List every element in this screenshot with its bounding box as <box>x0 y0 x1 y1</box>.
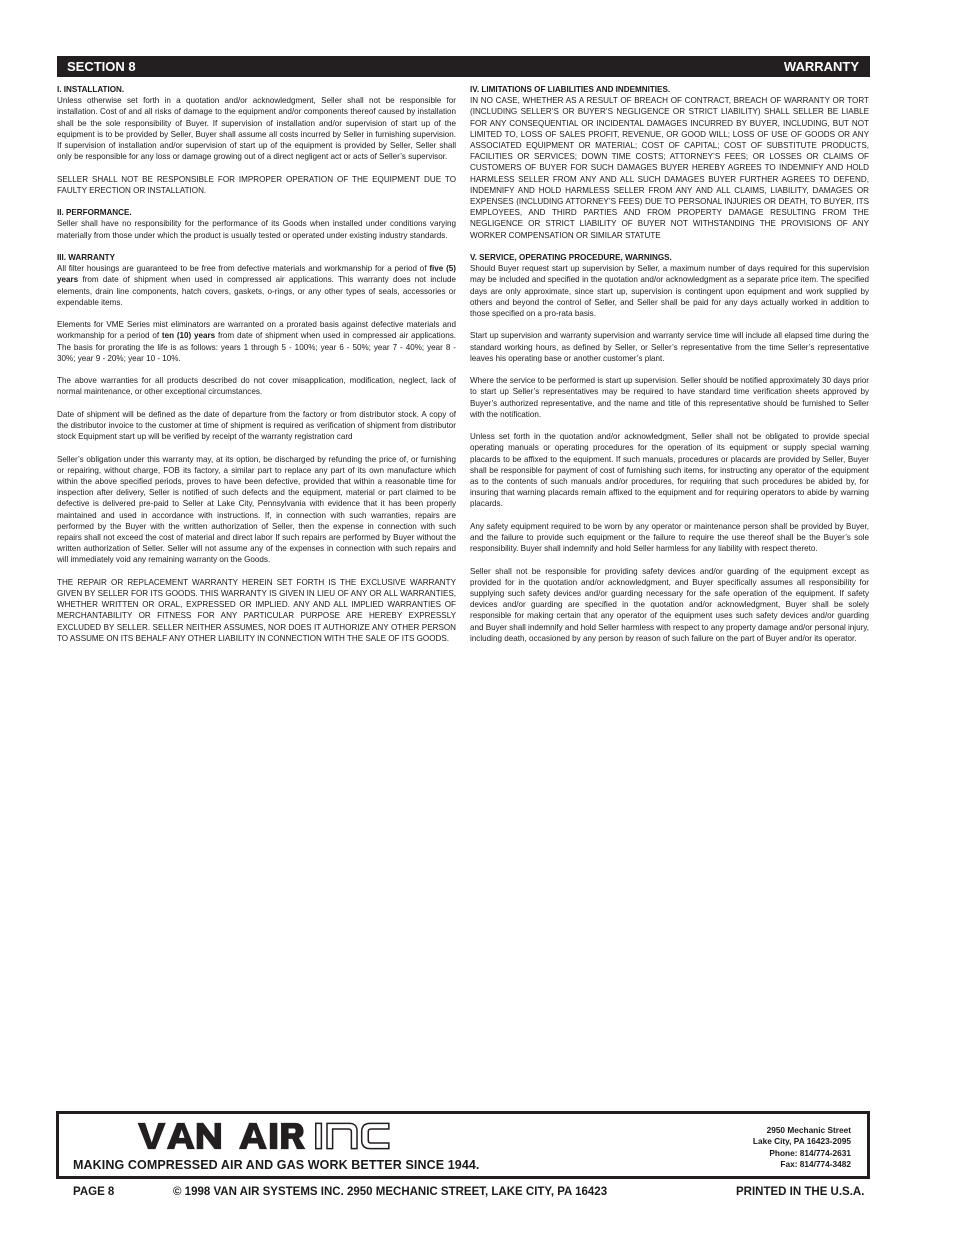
section-heading: V. SERVICE, OPERATING PROCEDURE, WARNINGS. <box>470 253 672 263</box>
section-service <box>470 252 869 644</box>
paragraph: Any safety equipment required to be worn by any operator or maintenance person shall be provided by Buyer, and the failure to provide such equipment or the failure to require the use thereof shall be the Buyer’s sole responsibility. Buyer shall indemnify and hold Seller harmless for any liability with respect thereto. <box>470 521 869 554</box>
paragraph: Unless set forth in the quotation and/or acknowledgment, Seller shall not be obligated to provide special operating manuals or operating procedures for the operation of its equipment or supply special warning placards to be affixed to the equipment. If such manuals, procedures or placards are provided by Seller, Buyer shall be responsible for payment of cost of furnishing such items, for instructing any operator of the equipment as to the contents of such manuals and/or procedures, for requiring that such procedures be abided by, for insuring that warning placards remain affixed to the equipment and for requiring operators to abide by warning placards. <box>470 432 869 509</box>
section-heading: II. PERFORMANCE. <box>57 208 132 218</box>
section-header-bar <box>57 56 870 77</box>
paragraph: Seller shall have no responsibility for the performance of its Goods when installed under conditions varying materially from those under which the product is usually tested or operated under existing industry standards. <box>57 219 456 240</box>
emphasis-period: ten (10) years <box>161 331 216 341</box>
page-number: PAGE 8 <box>73 1186 115 1198</box>
paragraph: Unless otherwise set forth in a quotation and/or acknowledgment, Seller shall not be responsible for installation. Cost of and all risks of damage to the equipment and/or components thereof caused by installation shall be the sole responsibility of Buyer. If supervision of installation and/or supervision of start up of the equipment is to be provided by Seller, Buyer shall assume all costs incurred by Seller in furnishing supervision. If supervision of installation and/or supervision of start up of the equipment is provided by Seller, Seller shall only be responsible for any loss or damage growing out of a direct negligent act or acts of Seller’s supervisor. <box>57 96 456 162</box>
section-label: SECTION 8 <box>67 59 136 74</box>
paragraph: SELLER SHALL NOT BE RESPONSIBLE FOR IMPROPER OPERATION OF THE EQUIPMENT DUE TO FAULTY ERECTION OR INSTALLATION. <box>57 174 456 195</box>
section-title: WARRANTY <box>783 59 859 74</box>
section-heading: III. WARRANTY <box>57 253 116 262</box>
paragraph: Elements for VME Series mist eliminators are warranted on a prorated basis against defective materials and workmanship for a period of ten (10) years from date of shipment when used in compressed air applications. The basis for prorating the life is as follows: years 1 through 5 - 100%; year 6 - 50%; year 7 - 40%; year 8 - 30%; year 9 - 20%; year 10 - 10%. <box>57 320 457 363</box>
address-city: Lake City, PA 16423-2095 <box>752 1136 851 1147</box>
paragraph: All filter housings are guaranteed to be free from defective materials and workmanship for a period of five (5) years from date of shipment when used in compressed air applications. This warranty does not include elements, drain line components, hatch covers, gaskets, o-rings, or any other types of seals, accessories or expendable items. <box>57 264 456 307</box>
printed-notice: PRINTED IN THE U.S.A. <box>736 1186 865 1198</box>
section-performance <box>57 207 456 241</box>
footer-box <box>56 1111 870 1179</box>
company-tagline: MAKING COMPRESSED AIR AND GAS WORK BETTER SINCE 1944. <box>73 1158 480 1172</box>
left-column <box>57 84 456 655</box>
emphasis-period: five (5) years <box>57 264 456 285</box>
address-phone: Phone: 814/774-2631 <box>769 1147 851 1158</box>
section-heading: IV. LIMITATIONS OF LIABILITIES AND INDEMNITIES. <box>470 85 671 94</box>
paragraph: Where the service to be performed is start up supervision. Seller should be notified approximately 30 days prior to start up Seller’s representatives may be required to have standard time verification sheets approved by Buyer’s authorized representative, and the name and title of this representative should be furnished to Seller with the notification. <box>470 376 869 419</box>
paragraph: The above warranties for all products described do not cover misapplication, modification, neglect, lack of normal maintenance, or other exceptional circumstances. <box>57 376 456 397</box>
address-street: 2950 Mechanic Street <box>766 1125 851 1135</box>
company-address <box>753 1125 851 1170</box>
paragraph: Start up supervision and warranty supervision and warranty service time will include all elapsed time during the standard working hours, as defined by Seller, or Seller’s representative from the time Seller’s representative leaves his operating base or another customer’s plant. <box>470 331 869 363</box>
address-fax: Fax: 814/774-3482 <box>780 1158 851 1169</box>
section-heading: I. INSTALLATION. <box>57 85 125 94</box>
section-warranty <box>57 252 456 644</box>
van-air-logo <box>127 1121 467 1151</box>
copyright-notice: © 1998 VAN AIR SYSTEMS INC. 2950 MECHANIC STREET, LAKE CITY, PA 16423 <box>173 1186 608 1198</box>
right-column <box>470 84 869 655</box>
paragraph: Date of shipment will be defined as the date of departure from the factory or from distributor stock. A copy of the distributor invoice to the customer at time of shipment is required as verification of shipment from distributor stock Equipment start up will be verified by receipt of the warranty registration card <box>57 409 456 442</box>
paragraph: IN NO CASE, WHETHER AS A RESULT OF BREACH OF CONTRACT, BREACH OF WARRANTY OR TORT (INCLUDING SELLER’S OR BUYER’S NEGLIGENCE OR STRICT LIABILITY) SHALL SELLER BE LIABLE FOR ANY CONSEQUENTIAL OR INCIDENTAL DAMAGES INCURRED BY BUYER, INCLUDING, BUT NOT LIMITED TO, LOSS OF SALES PROFIT, REVENUE, OR GOOD WILL; LOSS OF USE OF GOODS OR ANY ASSOCIATED EQUIPMENT OR MATERIAL; COST OF CAPITAL; COST OF SUBSTITUTE PRODUCTS, FACILITIES OR SERVICES; DOWN TIME COSTS; ATTORNEY’S FEES; OR LOSSES OR CLAIMS OF CUSTOMERS OF BUYER FOR SUCH DAMAGES BUYER HEREBY AGREES TO INDEMNIFY AND HOLD HARMLESS SELLER FROM ANY AND ALL SUCH DAMAGES BUYER FURTHER AGREES TO DEFEND, INDEMNIFY AND HOLD HARMLESS SELLER FROM ANY AND ALL CLAIMS, LIABILITY, DAMAGES OR EXPENSES (INCLUDING ATTORNEY’S FEES) DUE TO PERSONAL INJURIES OR DEATH, TO BUYER, ITS EMPLOYEES, AND THIRD PARTIES AND FROM PROPERTY DAMAGE RESULTING FROM THE NEGLIGENCE OR STRICT LIABILITY OF BUYER NOT WITHSTANDING THE PROVISIONS OF ANY WORKER COMPENSATION OR SIMILAR STATUTE <box>470 96 869 240</box>
section-limitations <box>470 84 869 241</box>
paragraph: Seller shall not be responsible for providing safety devices and/or guarding of the equipment except as provided for in the quotation and/or acknowledgment, and Buyer specifically assumes all responsibility for supplying such safety devices and/or guarding necessary for the safe operation of the equipment. If safety devices and/or guarding are specified in the quotation and/or acknowledgment, Buyer shall be solely responsible for making certain that any operator of the equipment uses such safety devices and/or guarding and Buyer shall indemnify and hold Seller harmless with respect to any property damage and/or personal injury, including death, occasioned by any person by reason of such failure on the part of Buyer and/or its operator. <box>470 566 869 643</box>
paragraph: THE REPAIR OR REPLACEMENT WARRANTY HEREIN SET FORTH IS THE EXCLUSIVE WARRANTY GIVEN BY SELLER FOR ITS GOODS. THIS WARRANTY IS GIVEN IN LIEU OF ANY OR ALL WARRANTIES, WHETHER WRITTEN OR ORAL, EXPRESSED OR IMPLIED. ANY AND ALL IMPLIED WARRANTIES OF MERCHANTABILITY OR FITNESS FOR ANY PARTICULAR PURPOSE ARE HEREBY EXPRESSLY EXCLUDED BY SELLER. SELLER NEITHER ASSUMES, NOR DOES IT AUTHORIZE ANY OTHER PERSON TO ASSUME ON ITS BEHALF ANY OTHER LIABILITY IN CONNECTION WITH THE SALE OF ITS GOODS. <box>57 577 456 643</box>
section-installation <box>57 84 456 196</box>
paragraph: Should Buyer request start up supervision by Seller, a maximum number of days required for this supervision may be included and specified in the quotation and/or acknowledgment as a separate price item. The specified days are only approximate, since start up, supervision is contingent upon equipment and work supplied by others and beyond the control of Seller, and Seller shall be paid for any days actually worked in addition to those specified on a pro-rata basis. <box>470 264 869 319</box>
paragraph: Seller’s obligation under this warranty may, at its option, be discharged by refunding the price of, or furnishing or repairing, without charge, FOB its factory, a similar part to replace any part of its own manufacture which within the above specified periods, proves to have been defective, provided that within a reasonable time for inspection after delivery, Seller is notified of such defects and the equipment, material or part claimed to be defective is delivered pre-paid to Seller at Lake City, Pennsylvania with evidence that it has been properly maintained and used in accordance with instructions. If, in connection with such warranties, repairs are performed by the Buyer with the written authorization of Seller, then the expense in connection with such repairs shall not exceed the cost of material and direct labor If such repairs are performed by Buyer without the written authorization of Seller. Seller will not assume any of the expenses in connection with such repairs and will immediately void any remaining warranty on the Goods. <box>57 454 456 565</box>
